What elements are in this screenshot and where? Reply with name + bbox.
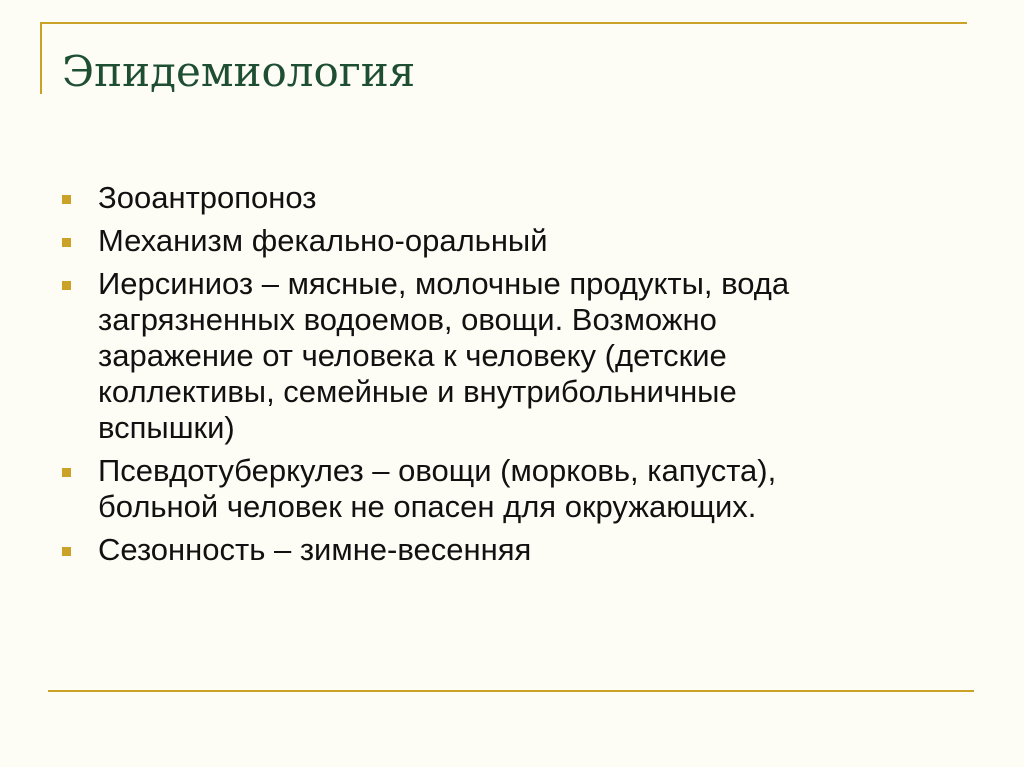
bullet-item-zooanthroponosis bbox=[62, 180, 962, 216]
square-bullet-icon bbox=[62, 281, 71, 290]
bullet-item-seasonality bbox=[62, 532, 962, 568]
square-bullet-icon bbox=[62, 468, 71, 477]
bullet-text: Механизм фекально-оральный bbox=[98, 223, 548, 258]
square-bullet-icon bbox=[62, 195, 71, 204]
square-bullet-icon bbox=[62, 547, 71, 556]
bullet-item-yersiniosis bbox=[62, 266, 962, 446]
bullet-text: Псевдотуберкулез – овощи (морковь, капуста), bbox=[98, 453, 777, 488]
bottom-divider bbox=[48, 690, 974, 692]
bullet-text: больной человек не опасен для окружающих. bbox=[98, 489, 757, 524]
slide-title: Эпидемиология bbox=[62, 47, 416, 96]
bullet-text: Иерсиниоз – мясные, молочные продукты, вода bbox=[98, 266, 790, 301]
square-bullet-icon bbox=[62, 238, 71, 247]
bullet-text: загрязненных водоемов, овощи. Возможно bbox=[98, 302, 717, 337]
bullet-text: коллективы, семейные и внутрибольничные bbox=[98, 374, 737, 409]
bullet-text: Зооантропоноз bbox=[98, 180, 317, 215]
bullet-item-mechanism bbox=[62, 223, 962, 259]
bullet-text: заражение от человека к человеку (детские bbox=[98, 338, 727, 373]
bullet-text: Сезонность – зимне-весенняя bbox=[98, 532, 532, 567]
bullet-text: вспышки) bbox=[98, 410, 235, 445]
top-divider bbox=[40, 22, 967, 24]
bullet-item-pseudotuberculosis bbox=[62, 453, 962, 525]
left-divider bbox=[40, 22, 42, 94]
bullet-list bbox=[62, 180, 962, 575]
